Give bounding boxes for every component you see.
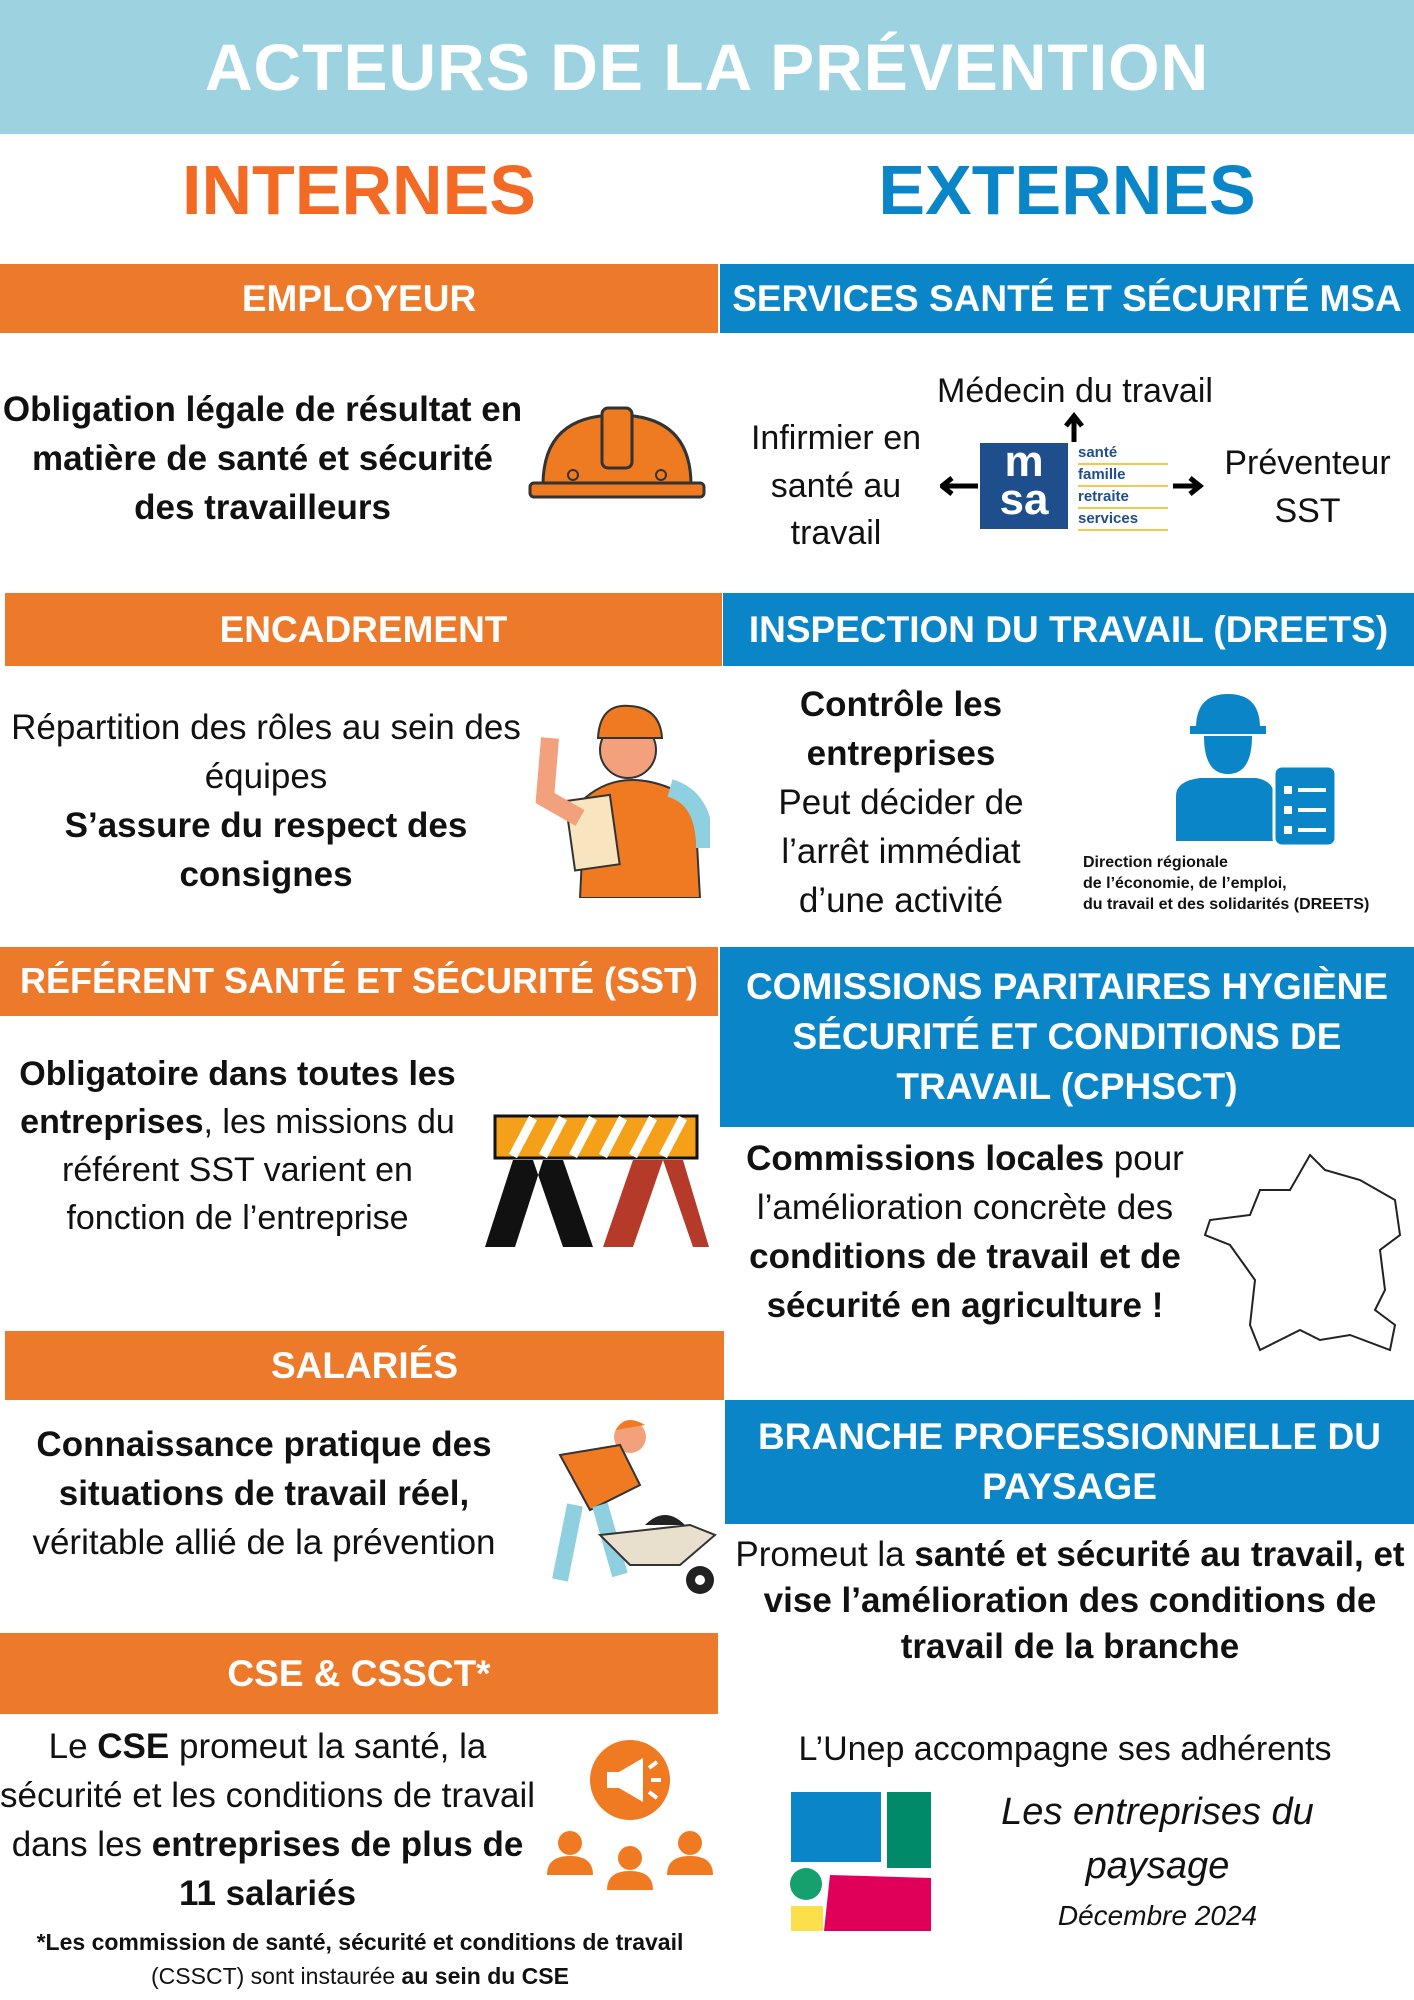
- cse-text: Le CSE promeut la santé, la sécurité et les conditions de travail dans les entreprises de plus de 11 salariés: [0, 1727, 535, 1913]
- msa-header: SERVICES SANTÉ ET SÉCURITÉ MSA: [720, 264, 1414, 333]
- cphsct-text: Commissions locales pour l’amélioration concrète des conditions de travail et de sécurité en agriculture !: [746, 1139, 1184, 1325]
- footnote: *Les commission de santé, sécurité et conditions de travail (CSSCT) sont instaurée au sein du CSE: [36, 1929, 684, 1989]
- org-name: Les entreprises du paysage: [1001, 1791, 1314, 1887]
- megaphone-people-icon: [545, 1738, 715, 1893]
- infirmier: Infirmier en santé au travail: [750, 419, 922, 553]
- externes-heading: EXTERNES: [878, 151, 1256, 229]
- msa-logo: m sa: [980, 443, 1068, 529]
- date: Décembre 2024: [1057, 1900, 1258, 1931]
- unep-text: L’Unep accompagne ses adhérents: [798, 1730, 1332, 1768]
- salaries-text: Connaissance pratique des situations de travail réel, véritable allié de la prévention: [32, 1425, 496, 1562]
- encadrement-text: Répartition des rôles au sein des équipes S’assure du respect des consignes: [11, 708, 521, 894]
- preventeur-sst: Préventeur SST: [1224, 444, 1391, 530]
- cse-header: CSE & CSSCT*: [0, 1633, 718, 1714]
- referent-header: RÉFÉRENT SANTÉ ET SÉCURITÉ (SST): [0, 947, 718, 1016]
- dreets-caption: Direction régionale de l’économie, de l’emploi, du travail et des solidarités (DREETS): [1083, 854, 1370, 913]
- page-title: ACTEURS DE LA PRÉVENTION: [0, 0, 1414, 134]
- branche-text: Promeut la santé et sécurité au travail, et vise l’amélioration des conditions de travail de la branche: [735, 1535, 1405, 1666]
- referent-text: Obligatoire dans toutes les entreprises, les missions du référent SST varient en fonction de l’entreprise: [19, 1055, 456, 1237]
- salaries-header: SALARIÉS: [5, 1331, 724, 1400]
- unep-logo: [790, 1790, 932, 1932]
- inspection-text: Contrôle les entreprises Peut décider de l’arrêt immédiat d’une activité: [778, 685, 1024, 920]
- employeur-header: EMPLOYEUR: [0, 264, 718, 333]
- internes-heading: INTERNES: [182, 151, 536, 229]
- inspection-header: INSPECTION DU TRAVAIL (DREETS): [723, 593, 1414, 666]
- barrier-icon: [483, 1112, 711, 1250]
- branche-header: BRANCHE PROFESSIONNELLE DU PAYSAGE: [725, 1400, 1414, 1524]
- employeur-text: Obligation légale de résultat en matière de santé et sécurité des travailleurs: [2, 390, 523, 527]
- dreets-worker-icon: [1170, 686, 1340, 846]
- hard-hat-icon: [528, 405, 706, 505]
- medecin-du-travail: Médecin du travail: [937, 372, 1213, 410]
- supervisor-icon: [530, 698, 710, 898]
- msa-logo-text: santé famille retraite services: [1078, 443, 1168, 531]
- france-map-icon: [1200, 1150, 1410, 1360]
- cphsct-header: COMISSIONS PARITAIRES HYGIÈNE SÉCURITÉ ET CONDITIONS DE TRAVAIL (CPHSCT): [720, 947, 1414, 1127]
- worker-wheelbarrow-icon: [530, 1415, 720, 1605]
- encadrement-header: ENCADREMENT: [5, 593, 722, 666]
